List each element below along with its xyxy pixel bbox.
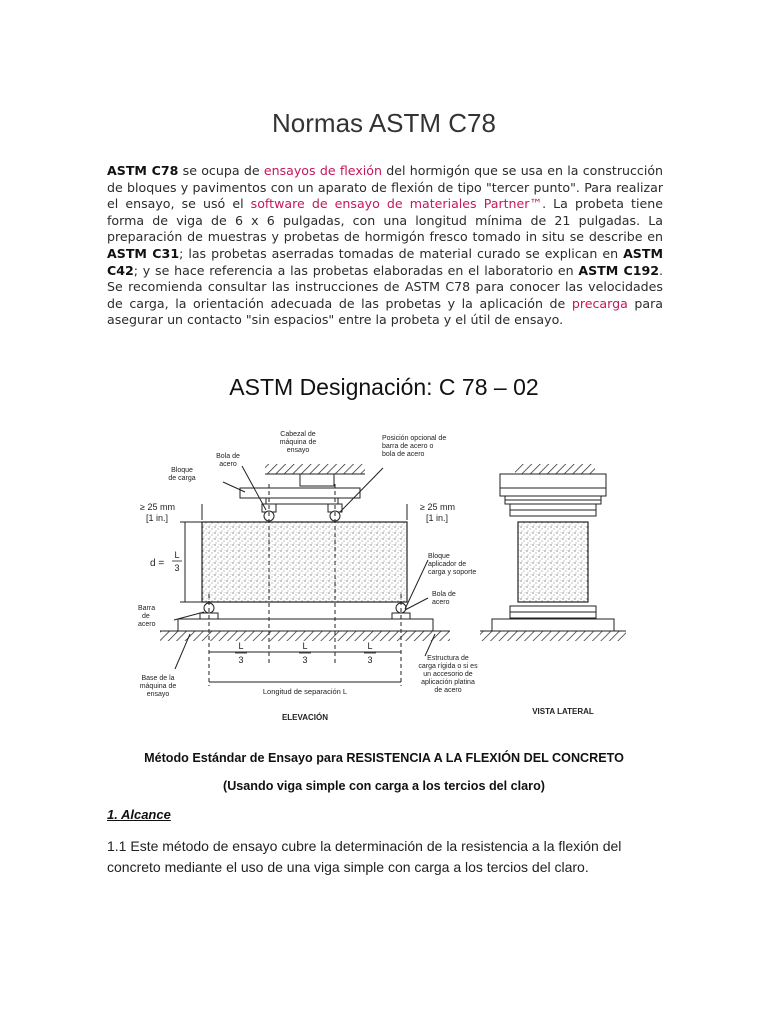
intro-text: ; y se hace referencia a las probetas elaboradas en el laboratorio en bbox=[133, 262, 579, 278]
ref-astm-c78: ASTM C78 bbox=[107, 163, 179, 178]
label-elevacion: ELEVACIÓN bbox=[281, 713, 329, 722]
link-software-partner[interactable]: software de ensayo de materiales Partner™ bbox=[250, 196, 543, 212]
label-longitud: Longitud de separación L bbox=[262, 687, 348, 696]
label-estructura: Estructura de carga rígida o si es un accesorio de aplicación platina de acero bbox=[418, 655, 478, 694]
section-text-alcance: 1.1 Este método de ensayo cubre la determinación de la resistencia a la flexión del concreto mediante el uso de una viga simple con carga a los tercios del claro. bbox=[107, 838, 622, 875]
ref-astm-c31: ASTM C31 bbox=[107, 245, 180, 261]
page-title: Normas ASTM C78 bbox=[272, 108, 496, 138]
caption-subtitle: (Usando viga simple con carga a los tercios del claro) bbox=[223, 779, 545, 793]
label-third-3-L: L bbox=[367, 641, 373, 651]
section-heading-alcance: 1. Alcance bbox=[107, 807, 171, 822]
intro-text: del hormigón que se usa en la construcción de bloques y pavimentos con un aparato de flexión de tipo "tercer punto". Para realizar el ensayo, se usó el bbox=[107, 163, 664, 212]
label-bloque-aplicador: Bloque aplicador de carga y soporte bbox=[428, 553, 477, 576]
label-third-3-3: 3 bbox=[367, 655, 373, 665]
intro-text: se ocupa de bbox=[178, 163, 264, 178]
label-vista-lateral: VISTA LATERAL bbox=[532, 707, 594, 716]
label-cabezal: Cabezal de máquina de ensayo bbox=[279, 431, 317, 454]
label-bloque-carga: Bloque de carga bbox=[168, 467, 196, 482]
flexure-test-diagram bbox=[130, 424, 640, 724]
label-dim-25-left: ≥ 25 mm [1 in.] bbox=[140, 502, 175, 523]
link-ensayos-flexion[interactable]: ensayos de flexión bbox=[263, 163, 382, 178]
label-third-2-3: 3 bbox=[302, 655, 308, 665]
ref-astm-c42: ASTM C42 bbox=[107, 245, 664, 278]
side-view bbox=[480, 464, 626, 641]
intro-text: . Se recomienda consultar las instrucciones de ASTM C78 para conocer las velocidades de carga, la orientación adecuada de las probetas y la aplicación de bbox=[107, 262, 663, 311]
caption-method: Método Estándar de Ensayo para RESISTENCIA A LA FLEXIÓN DEL CONCRETO bbox=[144, 751, 624, 765]
label-barra: Barra de acero bbox=[138, 605, 156, 628]
label-bola-right: Bola de acero bbox=[432, 591, 456, 606]
label-third-1-L: L bbox=[238, 641, 244, 651]
intro-text: . La probeta tiene forma de viga de 6 x 6 pulgadas, con una longitud mínima de 21 pulgadas. La preparación de muestras y probetas de hormigón fresco tomado in situ se describe en bbox=[107, 196, 663, 245]
intro-text: para asegurar un contacto "sin espacios" entre la probeta y el útil de ensayo. bbox=[107, 295, 663, 328]
label-d-equals: d = bbox=[150, 558, 165, 569]
intro-paragraph bbox=[107, 163, 663, 329]
label-base: Base de la máquina de ensayo bbox=[139, 675, 177, 698]
label-dim-25-right: ≥ 25 mm [1 in.] bbox=[420, 502, 455, 523]
label-posicion-opcional: Posición opcional de barra de acero o bola de acero bbox=[382, 435, 447, 458]
label-third-2-L: L bbox=[302, 641, 308, 651]
label-d-L: L bbox=[174, 550, 180, 560]
ref-astm-c192: ASTM C192 bbox=[578, 262, 659, 278]
label-bola-top: Bola de acero bbox=[216, 453, 240, 468]
designation-heading: ASTM Designación: C 78 – 02 bbox=[229, 374, 539, 400]
link-precarga[interactable]: precarga bbox=[571, 295, 628, 311]
intro-text: ; las probetas aserradas tomadas de material curado se explican en bbox=[179, 245, 624, 261]
label-third-1-3: 3 bbox=[238, 655, 244, 665]
label-d-3: 3 bbox=[174, 563, 180, 573]
